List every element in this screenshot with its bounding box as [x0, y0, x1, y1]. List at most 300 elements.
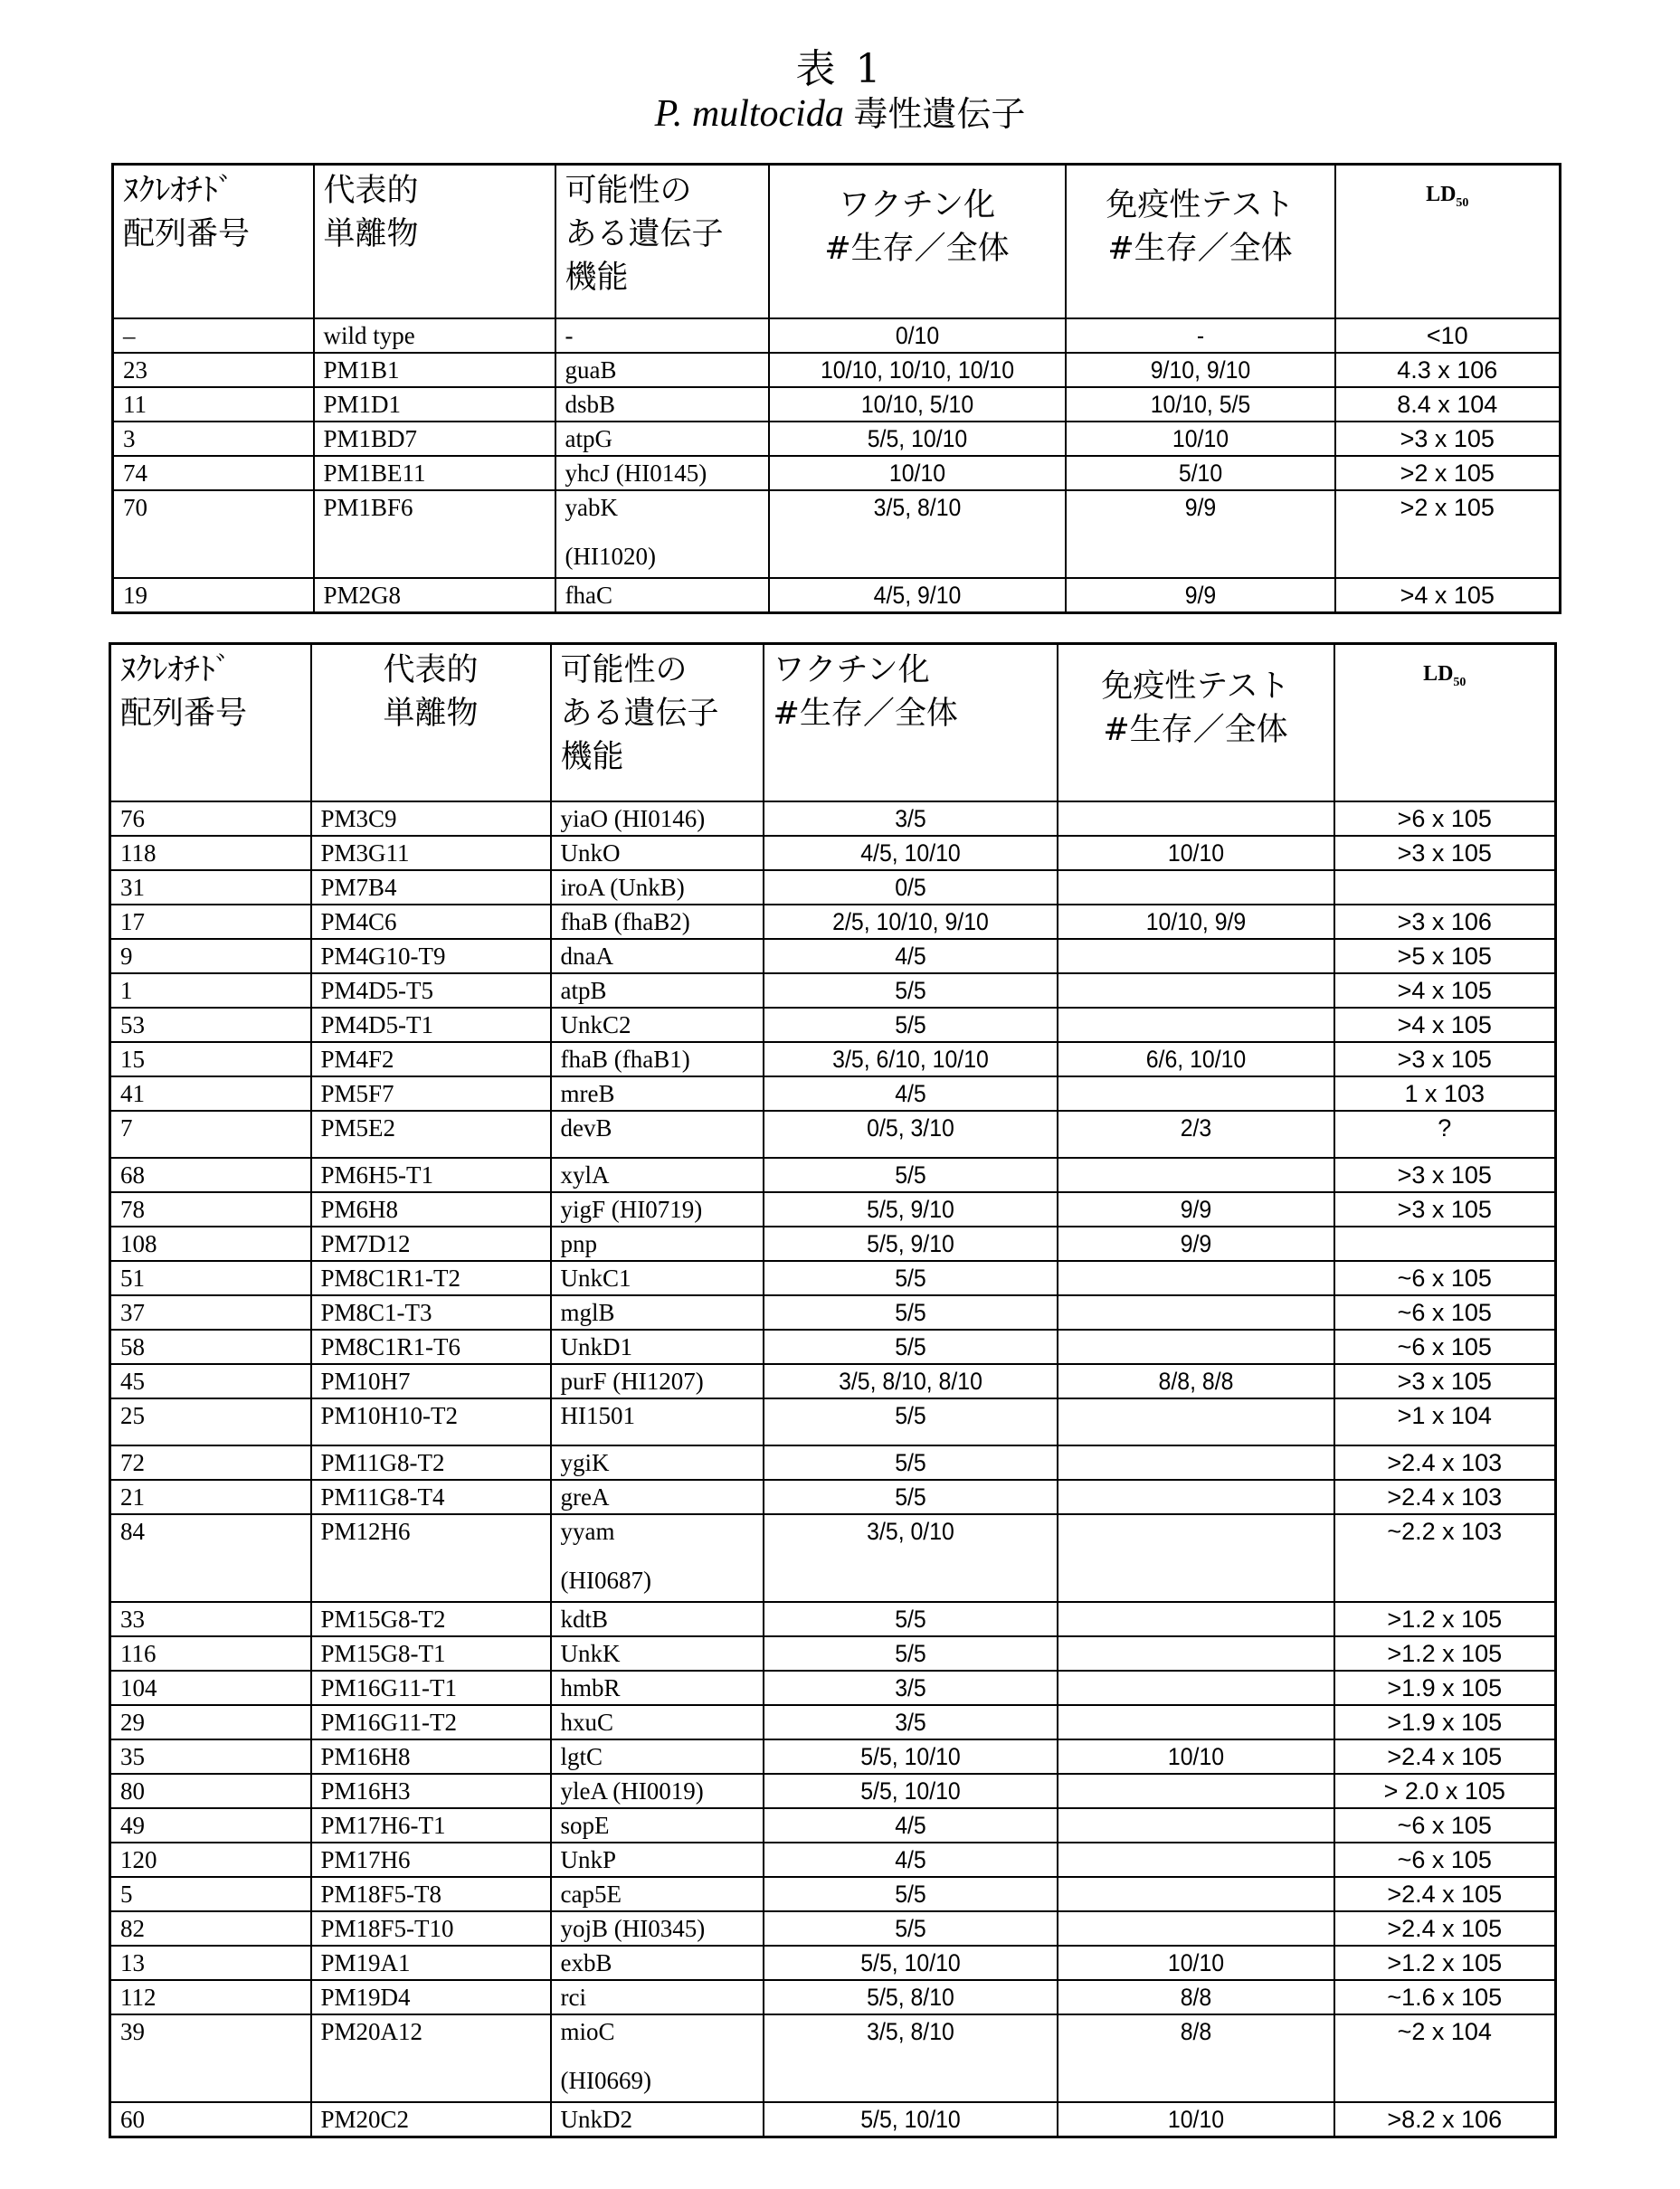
header-ld50	[1335, 165, 1561, 319]
table-row	[110, 1636, 1556, 1671]
cell-seq-no: 70	[113, 490, 314, 578]
table-row	[110, 1514, 1556, 1602]
header-isolate	[311, 644, 551, 802]
gene-name: atpG	[565, 425, 612, 452]
cell-seq-no: 37	[110, 1295, 311, 1330]
cell-vaccination: 5/5, 10/10	[775, 2102, 1046, 2137]
cell-challenge	[1068, 1008, 1324, 1042]
cell-isolate: PM3G11	[311, 836, 551, 870]
cell-vaccination: 0/5	[775, 870, 1046, 905]
table-row	[110, 1192, 1556, 1227]
gene-name: fhaB (fhaB2)	[561, 908, 690, 935]
table-row	[110, 1330, 1556, 1364]
cell-isolate: PM8C1-T3	[311, 1295, 551, 1330]
cell-ld50	[1334, 1227, 1556, 1261]
table-row	[113, 456, 1561, 490]
cell-gene-function	[551, 870, 764, 905]
cell-gene-function	[555, 490, 769, 578]
cell-vaccination: 0/10	[781, 318, 1054, 353]
cell-vaccination: 4/5, 9/10	[781, 578, 1054, 613]
cell-vaccination: 5/5, 10/10	[781, 422, 1054, 456]
cell-seq-no: 112	[110, 1980, 311, 2014]
cell-seq-no: 49	[110, 1808, 311, 1843]
cell-vaccination: 3/5, 8/10, 8/10	[775, 1364, 1046, 1398]
cell-isolate: PM8C1R1-T6	[311, 1330, 551, 1364]
cell-vaccination: 3/5	[775, 1671, 1046, 1705]
cell-ld50: >3 x 105	[1334, 1158, 1556, 1192]
cell-isolate: PM4D5-T5	[311, 973, 551, 1008]
table-row	[110, 1076, 1556, 1111]
cell-vaccination: 5/5, 9/10	[775, 1192, 1046, 1227]
table-row	[110, 2014, 1556, 2102]
cell-ld50: ~2.2 x 103	[1334, 1514, 1556, 1602]
table-row	[110, 973, 1556, 1008]
cell-ld50: >2.4 x 105	[1334, 1877, 1556, 1911]
cell-isolate: PM18F5-T10	[311, 1911, 551, 1946]
cell-seq-no: 74	[113, 456, 314, 490]
cell-vaccination: 4/5, 10/10	[775, 836, 1046, 870]
cell-ld50: >1.9 x 105	[1334, 1671, 1556, 1705]
cell-ld50: >2 x 105	[1335, 490, 1561, 578]
gene-alias: (HI1020)	[565, 540, 759, 573]
cell-isolate: PM7B4	[311, 870, 551, 905]
cell-ld50: 1 x 103	[1334, 1076, 1556, 1111]
gene-name: sopE	[561, 1812, 610, 1839]
cell-isolate: PM19D4	[311, 1980, 551, 2014]
cell-ld50: >1.9 x 105	[1334, 1705, 1556, 1739]
cell-seq-no: 58	[110, 1330, 311, 1364]
cell-gene-function	[551, 1911, 764, 1946]
cell-gene-function	[551, 1636, 764, 1671]
cell-isolate: PM8C1R1-T2	[311, 1261, 551, 1295]
cell-challenge	[1068, 973, 1324, 1008]
cell-seq-no: 108	[110, 1227, 311, 1261]
gene-name: HI1501	[561, 1402, 636, 1429]
cell-seq-no: 11	[113, 387, 314, 422]
table-row	[110, 1705, 1556, 1739]
cell-isolate: PM1B1	[314, 353, 555, 387]
gene-name: yhcJ (HI0145)	[565, 460, 707, 487]
header-line: 機能	[561, 735, 754, 779]
cell-gene-function	[551, 1877, 764, 1911]
cell-isolate: PM17H6-T1	[311, 1808, 551, 1843]
cell-ld50: >8.2 x 106	[1334, 2102, 1556, 2137]
gene-name: greA	[561, 1483, 610, 1511]
cell-vaccination: 10/10	[781, 456, 1054, 490]
cell-isolate: PM16H3	[311, 1774, 551, 1808]
cell-challenge	[1068, 1398, 1324, 1445]
cell-vaccination: 5/5, 10/10	[775, 1739, 1046, 1774]
cell-gene-function	[551, 1514, 764, 1602]
cell-seq-no: 1	[110, 973, 311, 1008]
cell-challenge	[1068, 1602, 1324, 1636]
table-row	[110, 1042, 1556, 1076]
cell-ld50: 4.3 x 106	[1335, 353, 1561, 387]
cell-seq-no: 68	[110, 1158, 311, 1192]
cell-seq-no: 33	[110, 1602, 311, 1636]
table-row	[110, 1111, 1556, 1158]
header-row	[113, 165, 1561, 319]
gene-name: -	[565, 322, 574, 349]
cell-ld50: >2.4 x 103	[1334, 1445, 1556, 1480]
cell-gene-function	[551, 1111, 764, 1158]
cell-ld50: >3 x 105	[1335, 422, 1561, 456]
gene-name: yleA (HI0019)	[561, 1777, 704, 1805]
table-title	[0, 86, 1680, 136]
cell-vaccination: 10/10, 10/10, 10/10	[781, 353, 1054, 387]
cell-gene-function	[551, 1480, 764, 1514]
cell-isolate: PM2G8	[314, 578, 555, 613]
cell-seq-no: 84	[110, 1514, 311, 1602]
cell-ld50: >5 x 105	[1334, 939, 1556, 973]
cell-challenge: -	[1076, 318, 1324, 353]
gene-name: guaB	[565, 356, 617, 384]
gene-name: pnp	[561, 1230, 598, 1257]
header-line: 免疫性テスト	[1068, 665, 1324, 708]
cell-ld50: >3 x 105	[1334, 1364, 1556, 1398]
table-row	[110, 1911, 1556, 1946]
table-row	[110, 939, 1556, 973]
cell-challenge	[1068, 1911, 1324, 1946]
cell-vaccination: 2/5, 10/10, 9/10	[775, 905, 1046, 939]
cell-challenge	[1068, 1514, 1324, 1602]
table-row	[110, 1808, 1556, 1843]
header-row	[110, 644, 1556, 802]
cell-isolate: PM7D12	[311, 1227, 551, 1261]
header-line: 配列番号	[123, 213, 304, 256]
table-row	[110, 870, 1556, 905]
table-row	[110, 1158, 1556, 1192]
gene-name: yojB (HI0345)	[561, 1915, 706, 1942]
cell-ld50	[1334, 870, 1556, 905]
table-row	[113, 353, 1561, 387]
cell-isolate: PM17H6	[311, 1843, 551, 1877]
table-row	[110, 1445, 1556, 1480]
cell-ld50: ~6 x 105	[1334, 1808, 1556, 1843]
cell-vaccination: 5/5	[775, 1330, 1046, 1364]
table-row	[113, 578, 1561, 613]
cell-isolate: wild type	[314, 318, 555, 353]
cell-challenge	[1068, 1877, 1324, 1911]
header-line: ﾇｸﾚｵﾁﾄﾞ	[123, 169, 304, 213]
cell-seq-no: 78	[110, 1192, 311, 1227]
cell-vaccination: 5/5, 10/10	[775, 1946, 1046, 1980]
cell-gene-function	[551, 1808, 764, 1843]
cell-vaccination: 5/5	[775, 1261, 1046, 1295]
gene-name: UnkD1	[561, 1333, 633, 1360]
cell-ld50: >4 x 105	[1335, 578, 1561, 613]
cell-ld50: ~6 x 105	[1334, 1330, 1556, 1364]
cell-vaccination: 10/10, 5/10	[781, 387, 1054, 422]
cell-vaccination: 4/5	[775, 1808, 1046, 1843]
cell-gene-function	[551, 801, 764, 836]
cell-challenge	[1068, 1774, 1324, 1808]
cell-isolate: PM5E2	[311, 1111, 551, 1158]
header-line: #生存／全体	[774, 692, 1048, 735]
ld-subscript: 50	[1453, 676, 1466, 689]
cell-seq-no: 17	[110, 905, 311, 939]
cell-seq-no: 120	[110, 1843, 311, 1877]
cell-isolate: PM1D1	[314, 387, 555, 422]
cell-challenge	[1068, 1261, 1324, 1295]
gene-name: dnaA	[561, 943, 613, 970]
cell-gene-function	[555, 456, 769, 490]
cell-isolate: PM18F5-T8	[311, 1877, 551, 1911]
cell-ld50: >1.2 x 105	[1334, 1602, 1556, 1636]
cell-isolate: PM11G8-T2	[311, 1445, 551, 1480]
header-line: ワクチン化	[779, 184, 1056, 227]
cell-gene-function	[551, 1042, 764, 1076]
gene-name: hxuC	[561, 1709, 614, 1736]
cell-ld50: >6 x 105	[1334, 801, 1556, 836]
cell-ld50: ?	[1334, 1111, 1556, 1158]
cell-isolate: PM11G8-T4	[311, 1480, 551, 1514]
cell-isolate: PM6H8	[311, 1192, 551, 1227]
gene-name: purF (HI1207)	[561, 1368, 704, 1395]
cell-ld50: >4 x 105	[1334, 1008, 1556, 1042]
cell-challenge: 2/3	[1068, 1111, 1324, 1158]
cell-vaccination: 3/5, 8/10	[781, 490, 1054, 578]
gene-name: yiaO (HI0146)	[561, 805, 706, 832]
cell-gene-function	[555, 422, 769, 456]
gene-name: fhaB (fhaB1)	[561, 1046, 690, 1073]
cell-vaccination: 5/5	[775, 1398, 1046, 1445]
gene-name: lgtC	[561, 1743, 603, 1770]
cell-ld50: >3 x 105	[1334, 1192, 1556, 1227]
cell-challenge	[1068, 1295, 1324, 1330]
gene-name: xylA	[561, 1161, 610, 1189]
cell-seq-no: 7	[110, 1111, 311, 1158]
table-row	[110, 2102, 1556, 2137]
cell-gene-function	[551, 1227, 764, 1261]
cell-challenge	[1068, 1636, 1324, 1671]
cell-seq-no: 118	[110, 836, 311, 870]
cell-vaccination: 5/5, 8/10	[775, 1980, 1046, 2014]
cell-seq-no: 9	[110, 939, 311, 973]
cell-vaccination: 5/5	[775, 1877, 1046, 1911]
cell-challenge: 8/8	[1068, 2014, 1324, 2102]
cell-ld50: ~1.6 x 105	[1334, 1980, 1556, 2014]
gene-alias: (HI0687)	[561, 1564, 754, 1597]
cell-challenge: 10/10, 9/9	[1068, 905, 1324, 939]
cell-isolate: PM15G8-T2	[311, 1602, 551, 1636]
table-row	[110, 905, 1556, 939]
cell-gene-function	[551, 1261, 764, 1295]
gene-name: mioC	[561, 2018, 615, 2045]
header-line: 単離物	[321, 692, 541, 735]
cell-gene-function	[551, 1774, 764, 1808]
cell-seq-no: 116	[110, 1636, 311, 1671]
cell-seq-no: 13	[110, 1946, 311, 1980]
header-gene-function	[551, 644, 764, 802]
gene-name: cap5E	[561, 1881, 622, 1908]
cell-gene-function	[551, 1445, 764, 1480]
gene-name: yabK	[565, 494, 618, 521]
cell-gene-function	[551, 1364, 764, 1398]
cell-challenge	[1068, 1076, 1324, 1111]
header-line: 配列番号	[120, 692, 301, 735]
cell-ld50: >1.2 x 105	[1334, 1946, 1556, 1980]
cell-gene-function	[551, 1705, 764, 1739]
cell-gene-function	[551, 1192, 764, 1227]
cell-challenge	[1068, 1445, 1324, 1480]
organism-name: P. multocida	[655, 93, 844, 135]
cell-challenge: 9/9	[1068, 1192, 1324, 1227]
cell-seq-no: 76	[110, 801, 311, 836]
header-line: 代表的	[321, 649, 541, 692]
cell-gene-function	[551, 1398, 764, 1445]
cell-challenge	[1068, 870, 1324, 905]
header-line: #生存／全体	[1076, 227, 1325, 270]
cell-seq-no: 60	[110, 2102, 311, 2137]
cell-vaccination: 3/5, 6/10, 10/10	[775, 1042, 1046, 1076]
table-row	[110, 1774, 1556, 1808]
table-row	[113, 490, 1561, 578]
cell-isolate: PM20C2	[311, 2102, 551, 2137]
cell-vaccination: 4/5	[775, 1076, 1046, 1111]
virulence-genes-table-1	[111, 163, 1561, 614]
cell-vaccination: 3/5	[775, 801, 1046, 836]
cell-ld50: 8.4 x 104	[1335, 387, 1561, 422]
table-row	[113, 318, 1561, 353]
cell-seq-no: 51	[110, 1261, 311, 1295]
header-line: 代表的	[324, 169, 546, 213]
header-vaccination	[764, 644, 1058, 802]
table-row	[110, 1671, 1556, 1705]
cell-seq-no: 72	[110, 1445, 311, 1480]
cell-challenge	[1068, 801, 1324, 836]
header-gene-function	[555, 165, 769, 319]
cell-vaccination: 5/5, 10/10	[775, 1774, 1046, 1808]
cell-gene-function	[551, 1980, 764, 2014]
cell-ld50: >2.4 x 103	[1334, 1480, 1556, 1514]
cell-seq-no: 5	[110, 1877, 311, 1911]
cell-challenge: 8/8, 8/8	[1068, 1364, 1324, 1398]
cell-seq-no: 35	[110, 1739, 311, 1774]
table-row	[110, 1398, 1556, 1445]
gene-name: UnkD2	[561, 2106, 633, 2133]
cell-gene-function	[551, 2102, 764, 2137]
cell-vaccination: 5/5	[775, 1480, 1046, 1514]
cell-gene-function	[551, 2014, 764, 2102]
table-row	[110, 836, 1556, 870]
gene-name: UnkC2	[561, 1011, 631, 1038]
table-row	[113, 422, 1561, 456]
cell-vaccination: 4/5	[775, 939, 1046, 973]
cell-gene-function	[555, 318, 769, 353]
cell-isolate: PM10H7	[311, 1364, 551, 1398]
table-2-body	[110, 801, 1556, 2137]
table-row	[110, 1227, 1556, 1261]
cell-gene-function	[551, 1671, 764, 1705]
cell-seq-no: 45	[110, 1364, 311, 1398]
cell-vaccination: 5/5	[775, 1602, 1046, 1636]
cell-challenge: 10/10	[1076, 422, 1324, 456]
cell-seq-no: 23	[113, 353, 314, 387]
table-row	[110, 1295, 1556, 1330]
cell-vaccination: 3/5, 8/10	[775, 2014, 1046, 2102]
cell-isolate: PM20A12	[311, 2014, 551, 2102]
cell-vaccination: 0/5, 3/10	[775, 1111, 1046, 1158]
cell-isolate: PM16G11-T2	[311, 1705, 551, 1739]
cell-isolate: PM4C6	[311, 905, 551, 939]
table-row	[113, 387, 1561, 422]
table-row	[110, 1980, 1556, 2014]
header-line: ﾇｸﾚｵﾁﾄﾞ	[120, 649, 301, 692]
cell-ld50: >3 x 105	[1334, 1042, 1556, 1076]
cell-ld50: >2.4 x 105	[1334, 1739, 1556, 1774]
header-isolate	[314, 165, 555, 319]
cell-isolate: PM16G11-T1	[311, 1671, 551, 1705]
cell-ld50: ~6 x 105	[1334, 1261, 1556, 1295]
table-label: 表 1	[0, 36, 1680, 94]
gene-name: yigF (HI0719)	[561, 1196, 703, 1223]
cell-gene-function	[551, 1739, 764, 1774]
cell-ld50: >3 x 105	[1334, 836, 1556, 870]
gene-name: devB	[561, 1114, 612, 1142]
cell-vaccination: 5/5	[775, 1636, 1046, 1671]
table-row	[110, 801, 1556, 836]
cell-seq-no: 15	[110, 1042, 311, 1076]
cell-challenge: 10/10	[1068, 836, 1324, 870]
header-challenge	[1066, 165, 1335, 319]
ld-subscript: 50	[1456, 196, 1468, 210]
cell-seq-no: 53	[110, 1008, 311, 1042]
cell-isolate: PM1BF6	[314, 490, 555, 578]
cell-challenge: 9/9	[1068, 1227, 1324, 1261]
cell-gene-function	[551, 836, 764, 870]
cell-seq-no: 25	[110, 1398, 311, 1445]
header-line: 単離物	[324, 213, 546, 256]
cell-isolate: PM10H10-T2	[311, 1398, 551, 1445]
table-row	[110, 1261, 1556, 1295]
gene-name: UnkC1	[561, 1265, 631, 1292]
gene-name: exbB	[561, 1949, 612, 1976]
cell-challenge: 9/10, 9/10	[1076, 353, 1324, 387]
table-row	[110, 1877, 1556, 1911]
cell-vaccination: 5/5, 9/10	[775, 1227, 1046, 1261]
table-1-body	[113, 318, 1561, 613]
cell-seq-no: 29	[110, 1705, 311, 1739]
cell-ld50: > 2.0 x 105	[1334, 1774, 1556, 1808]
cell-gene-function	[551, 939, 764, 973]
cell-gene-function	[551, 1946, 764, 1980]
cell-challenge: 8/8	[1068, 1980, 1324, 2014]
cell-vaccination: 5/5	[775, 1158, 1046, 1192]
cell-challenge	[1068, 1671, 1324, 1705]
cell-challenge	[1068, 1158, 1324, 1192]
cell-seq-no: 80	[110, 1774, 311, 1808]
cell-ld50: >3 x 106	[1334, 905, 1556, 939]
gene-name: rci	[561, 1984, 586, 2011]
cell-challenge	[1068, 1843, 1324, 1877]
cell-seq-no: –	[113, 318, 314, 353]
table-row	[110, 1008, 1556, 1042]
ld-label: LD	[1423, 662, 1453, 686]
cell-seq-no: 41	[110, 1076, 311, 1111]
table-row	[110, 1946, 1556, 1980]
header-line: #生存／全体	[779, 227, 1056, 270]
gene-name: mglB	[561, 1299, 615, 1326]
cell-gene-function	[551, 1076, 764, 1111]
table-subtitle: 毒性遺伝子	[853, 94, 1025, 134]
cell-ld50: >2.4 x 105	[1334, 1911, 1556, 1946]
cell-ld50: >4 x 105	[1334, 973, 1556, 1008]
cell-challenge: 10/10	[1068, 1739, 1324, 1774]
table-row	[110, 1602, 1556, 1636]
cell-isolate: PM4D5-T1	[311, 1008, 551, 1042]
cell-challenge	[1068, 1330, 1324, 1364]
